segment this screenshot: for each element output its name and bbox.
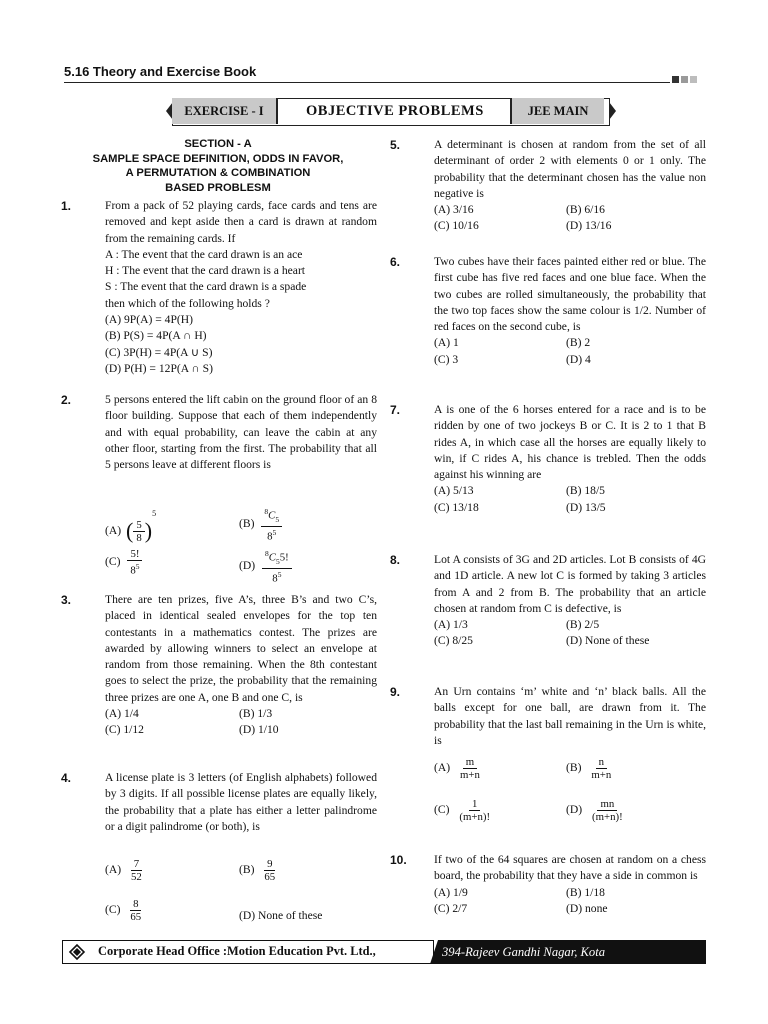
- option-d: (D) 13/16: [566, 219, 612, 233]
- base: 8: [272, 572, 278, 585]
- option-b: (B) 1/3: [239, 707, 273, 721]
- question-1: [61, 198, 377, 377]
- option-b: (B) 2: [566, 336, 591, 350]
- option-b: [239, 858, 278, 883]
- option-b: (B) 6/16: [566, 203, 605, 217]
- section-line-2: A PERMUTATION & COMBINATION: [125, 167, 311, 180]
- header-square-dark: [672, 76, 679, 83]
- question-text: A license plate is 3 letters (of English alphabets) followed by 3 digits. If all possible license plates are equally likely, the probability that a plate has either a letter palindrome or a digit palindrome (or both), is: [105, 771, 377, 833]
- fraction-numerator: 5!: [127, 548, 142, 561]
- question-7: [390, 402, 706, 516]
- question-text: A is one of the 6 horses entered for a race and is to be ridden by one of two jockeys B or C. It is 2 to 1 that B rides A, in which case all the horses are equally likely to win, if C rides A, his chance is trebled. Then the odds against his winning are: [434, 403, 706, 482]
- option-c: [105, 548, 143, 577]
- fraction-denominator: m+n: [591, 769, 612, 781]
- question-text: If two of the 64 squares are chosen at random on a chess board, the probability that they have a side in common is: [434, 853, 706, 883]
- option-label: (D): [239, 558, 256, 572]
- option-d: [239, 548, 292, 584]
- option-a: (A) 1/9: [434, 885, 468, 899]
- page-footer: [62, 940, 706, 964]
- option-label: (C): [105, 903, 121, 917]
- option-c: (C) 8/25: [434, 634, 473, 648]
- fraction-denominator: 65: [264, 871, 276, 883]
- question-8: [390, 552, 706, 650]
- question-number: 1.: [61, 199, 72, 213]
- question-9-options: [434, 756, 714, 836]
- fraction-denominator: [264, 527, 279, 543]
- fraction-denominator: m+n: [460, 769, 480, 781]
- option-b: [239, 506, 282, 542]
- exponent: 5: [152, 509, 157, 518]
- motion-logo-icon: [68, 943, 86, 961]
- exam-tag: JEE MAIN: [510, 98, 604, 124]
- base: 8: [130, 564, 136, 577]
- option-c: (C) 3: [434, 352, 459, 366]
- option-a: [434, 756, 483, 781]
- fraction-numerator: m: [463, 756, 477, 769]
- question-2-options: [105, 498, 385, 588]
- fraction-denominator: [127, 561, 142, 577]
- option-label: (B): [566, 761, 582, 775]
- question-number: 10.: [390, 853, 407, 867]
- footer-address: 394-Rajeev Gandhi Nagar, Kota: [442, 945, 606, 959]
- question-6: [390, 254, 706, 368]
- option-label: (A): [434, 761, 451, 775]
- page-header: 5.16 Theory and Exercise Book: [64, 64, 257, 79]
- section-heading: [60, 137, 376, 196]
- base: 8: [267, 530, 273, 543]
- option-b: (B) 18/5: [566, 484, 605, 498]
- fraction-numerator: mn: [597, 798, 617, 811]
- question-9: [390, 684, 706, 749]
- option-b: (B) 1/18: [566, 885, 605, 899]
- question-5: [390, 137, 706, 235]
- option-a: (A) 3/16: [434, 203, 474, 217]
- question-number: 6.: [390, 255, 401, 269]
- option-d: (D) None of these: [239, 909, 323, 922]
- question-text: From a pack of 52 playing cards, face cards and tens are removed and kept aside then a card is drawn at random from the remaining cards. If: [105, 199, 377, 245]
- question-text: A determinant is chosen at random from the set of all determinant of order 2 with elements 0 or 1 only. The probability that the determinant chosen has the value non negative is: [434, 138, 706, 200]
- question-text: 5 persons entered the lift cabin on the ground floor of an 8 floor building. Suppose that each of them independently and with equal probability, can leave the cabin at any other floor, starting from the first. The probability that all 5 persons leave at different floors is: [105, 393, 377, 472]
- question-4-options: [105, 854, 385, 934]
- option-c: [105, 898, 144, 923]
- question-text: An Urn contains ‘m’ white and ‘n’ black balls. All the balls except for one ball, are drawn from it. The probability that the last ball remaining in the Urn is white, is: [434, 685, 706, 747]
- option-d: (D) 4: [566, 352, 591, 366]
- tail: 5!: [279, 551, 289, 564]
- fraction-denominator: 52: [131, 871, 142, 883]
- fraction-numerator: [261, 506, 282, 527]
- option-a: (A) 9P(A) = 4P(H): [105, 313, 194, 327]
- question-number: 2.: [61, 393, 72, 407]
- event-a: A : The event that the card drawn is an ace: [105, 247, 303, 261]
- header-square-mid: [681, 76, 688, 83]
- section-title: SECTION - A: [184, 138, 252, 150]
- fraction-numerator: 1: [469, 798, 480, 811]
- question-number: 5.: [390, 138, 401, 152]
- option-a: [105, 858, 145, 883]
- question-number: 8.: [390, 553, 401, 567]
- option-c: (C) 3P(H) = 4P(A ∪ S): [105, 345, 213, 359]
- base: C: [268, 551, 276, 564]
- fraction-denominator: (m+n)!: [459, 811, 491, 823]
- fraction-numerator: 8: [130, 898, 141, 911]
- event-h: H : The event that the card drawn is a heart: [105, 264, 306, 278]
- footer-office: Corporate Head Office :Motion Education Pvt. Ltd.,: [98, 944, 376, 958]
- fraction-numerator: 7: [131, 858, 142, 871]
- option-b: [566, 756, 614, 781]
- option-d: (D) P(H) = 12P(A ∩ S): [105, 361, 213, 375]
- option-d: (D) None of these: [566, 634, 650, 648]
- option-c: (C) 10/16: [434, 219, 479, 233]
- superscript: 5: [272, 527, 277, 537]
- option-b: (B) 2/5: [566, 618, 600, 632]
- question-prompt: then which of the following holds ?: [105, 296, 270, 310]
- right-paren: ): [144, 518, 153, 544]
- subscript: 5: [275, 556, 280, 566]
- fraction-numerator: 5: [133, 519, 144, 532]
- question-number: 3.: [61, 593, 72, 607]
- option-a: (A) 1: [434, 336, 459, 350]
- question-2: [61, 392, 377, 473]
- fraction-numerator: [262, 548, 292, 569]
- question-number: 4.: [61, 771, 72, 785]
- option-label: (B): [239, 863, 255, 877]
- option-a: (A) 1/3: [434, 618, 468, 632]
- header-square-light: [690, 76, 697, 83]
- option-label: (A): [105, 863, 122, 877]
- option-c: (C) 1/12: [105, 723, 144, 737]
- option-d: (D) 1/10: [239, 723, 279, 737]
- question-number: 9.: [390, 685, 401, 699]
- option-c: [434, 798, 493, 823]
- question-3: [61, 592, 377, 739]
- fraction-numerator: 9: [264, 858, 275, 871]
- option-d: (D) none: [566, 901, 608, 915]
- exercise-banner: [166, 98, 616, 124]
- question-4: [61, 770, 377, 835]
- option-label: (C): [105, 554, 121, 568]
- option-a: [105, 506, 156, 544]
- option-b: (B) P(S) = 4P(A ∩ H): [105, 329, 207, 343]
- event-s: S : The event that the card drawn is a spade: [105, 280, 307, 294]
- question-10: [390, 852, 706, 917]
- subscript: 5: [275, 514, 280, 524]
- option-label: (C): [434, 803, 450, 817]
- option-label: (A): [105, 524, 122, 537]
- section-line-3: BASED PROBLESM: [165, 182, 271, 195]
- option-d: (D) 13/5: [566, 500, 606, 514]
- exercise-label: EXERCISE - I: [172, 98, 278, 124]
- question-number: 7.: [390, 403, 401, 417]
- superscript: 5: [277, 569, 282, 579]
- header-rule: [64, 82, 670, 83]
- banner-title: OBJECTIVE PROBLEMS: [306, 103, 484, 119]
- option-c: (C) 13/18: [434, 500, 479, 514]
- superscript: 8: [265, 549, 269, 558]
- base: C: [268, 509, 276, 522]
- option-label: (D): [566, 803, 583, 817]
- section-line-1: SAMPLE SPACE DEFINITION, ODDS IN FAVOR,: [92, 152, 344, 165]
- fraction-numerator: n: [596, 756, 607, 769]
- question-text: There are ten prizes, five A’s, three B’s and two C’s, placed in identical sealed envelopes for the top ten contestants in a mathematics contest. The prizes are awarded by allowing winners to select an envelope at random from those remaining. When the 8th contestant goes to select the prize, the probability that the remaining three prizes are one A, one B and one C, is: [105, 593, 377, 704]
- question-text: Lot A consists of 3G and 2D articles. Lot B consists of 4G and 1D article. A new lot C is formed by taking 3 articles from A and 2 from B. The probability that an article chosen at random from C is defective, is: [434, 553, 706, 615]
- option-a: (A) 5/13: [434, 484, 474, 498]
- fraction-denominator: (m+n)!: [592, 811, 623, 823]
- option-d: [566, 798, 626, 823]
- question-text: Two cubes have their faces painted either red or blue. The first cube has five red faces and one blue face. When the two cubes are rolled simultaneously, the probability that the two top faces show the same colour is 1/2. Number of red faces on the second cube, is: [434, 255, 706, 334]
- option-c: (C) 2/7: [434, 901, 468, 915]
- fraction-denominator: 8: [136, 531, 142, 544]
- fraction-denominator: [269, 569, 284, 585]
- option-a: (A) 1/4: [105, 707, 139, 721]
- superscript: 8: [264, 507, 269, 516]
- option-label: (B): [239, 516, 255, 530]
- superscript: 5: [135, 562, 140, 571]
- fraction-denominator: 65: [130, 911, 142, 923]
- left-paren: (: [126, 518, 134, 544]
